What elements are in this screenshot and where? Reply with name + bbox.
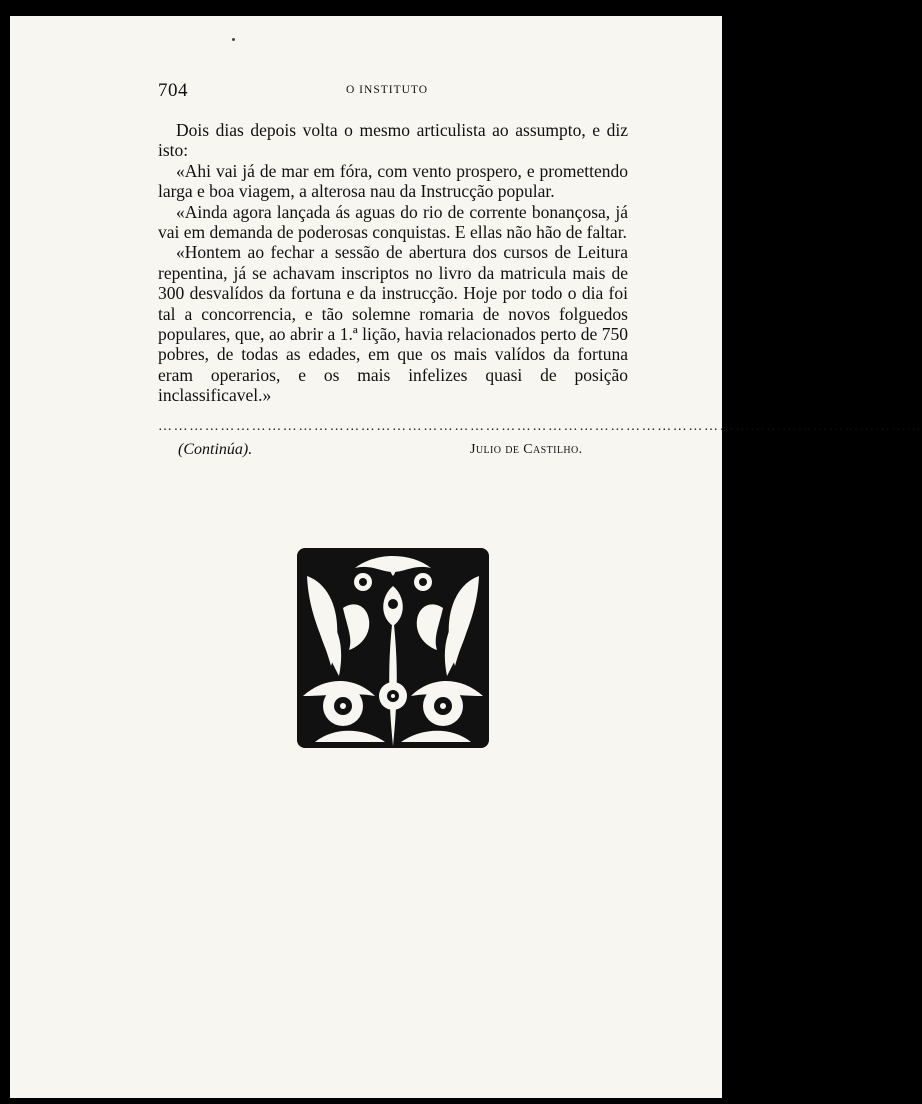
- continued-note: (Continúa).: [178, 441, 253, 458]
- dotted-rule: …………………………………………………………………………………………………………………………………: [158, 419, 922, 434]
- paragraph: «Ahi vai já de mar em fóra, com vento prospero, e promettendo larga e boa viagem, a alterosa nau da Instrucção popular.: [158, 160, 628, 202]
- author-signature: Julio de Castilho.: [470, 442, 583, 457]
- speck: [232, 38, 235, 41]
- paragraph: «Hontem ao fechar a sessão de abertura dos cursos de Leitura repentina, já se achavam inscriptos no livro da matricula mais de 300 desvalídos da fortuna e da instrucção. Hoje por todo o dia foi tal a concorrencia, e tão solemne romaria de novos folguedos populares, que, ao abrir a 1.ª lição, havia relacionados perto de 750 pobres, de todas as edades, em que os mais valídos da fortuna eram operarios, e os mais infelizes quasi de posição inclassificavel.»: [158, 242, 628, 406]
- paragraph: «Ainda agora lançada ás aguas do rio de corrente bonançosa, já vai em demanda de poderosas conquistas. E ellas não hão de faltar.: [158, 201, 628, 243]
- page-header: [158, 80, 628, 102]
- page-number: 704: [158, 80, 188, 101]
- paragraph: Dois dias depois volta o mesmo articulista ao assumpto, e diz isto:: [158, 120, 628, 161]
- article-body: [158, 120, 628, 406]
- floral-tailpiece-icon: [295, 546, 491, 750]
- running-title: O INSTITUTO: [346, 84, 429, 96]
